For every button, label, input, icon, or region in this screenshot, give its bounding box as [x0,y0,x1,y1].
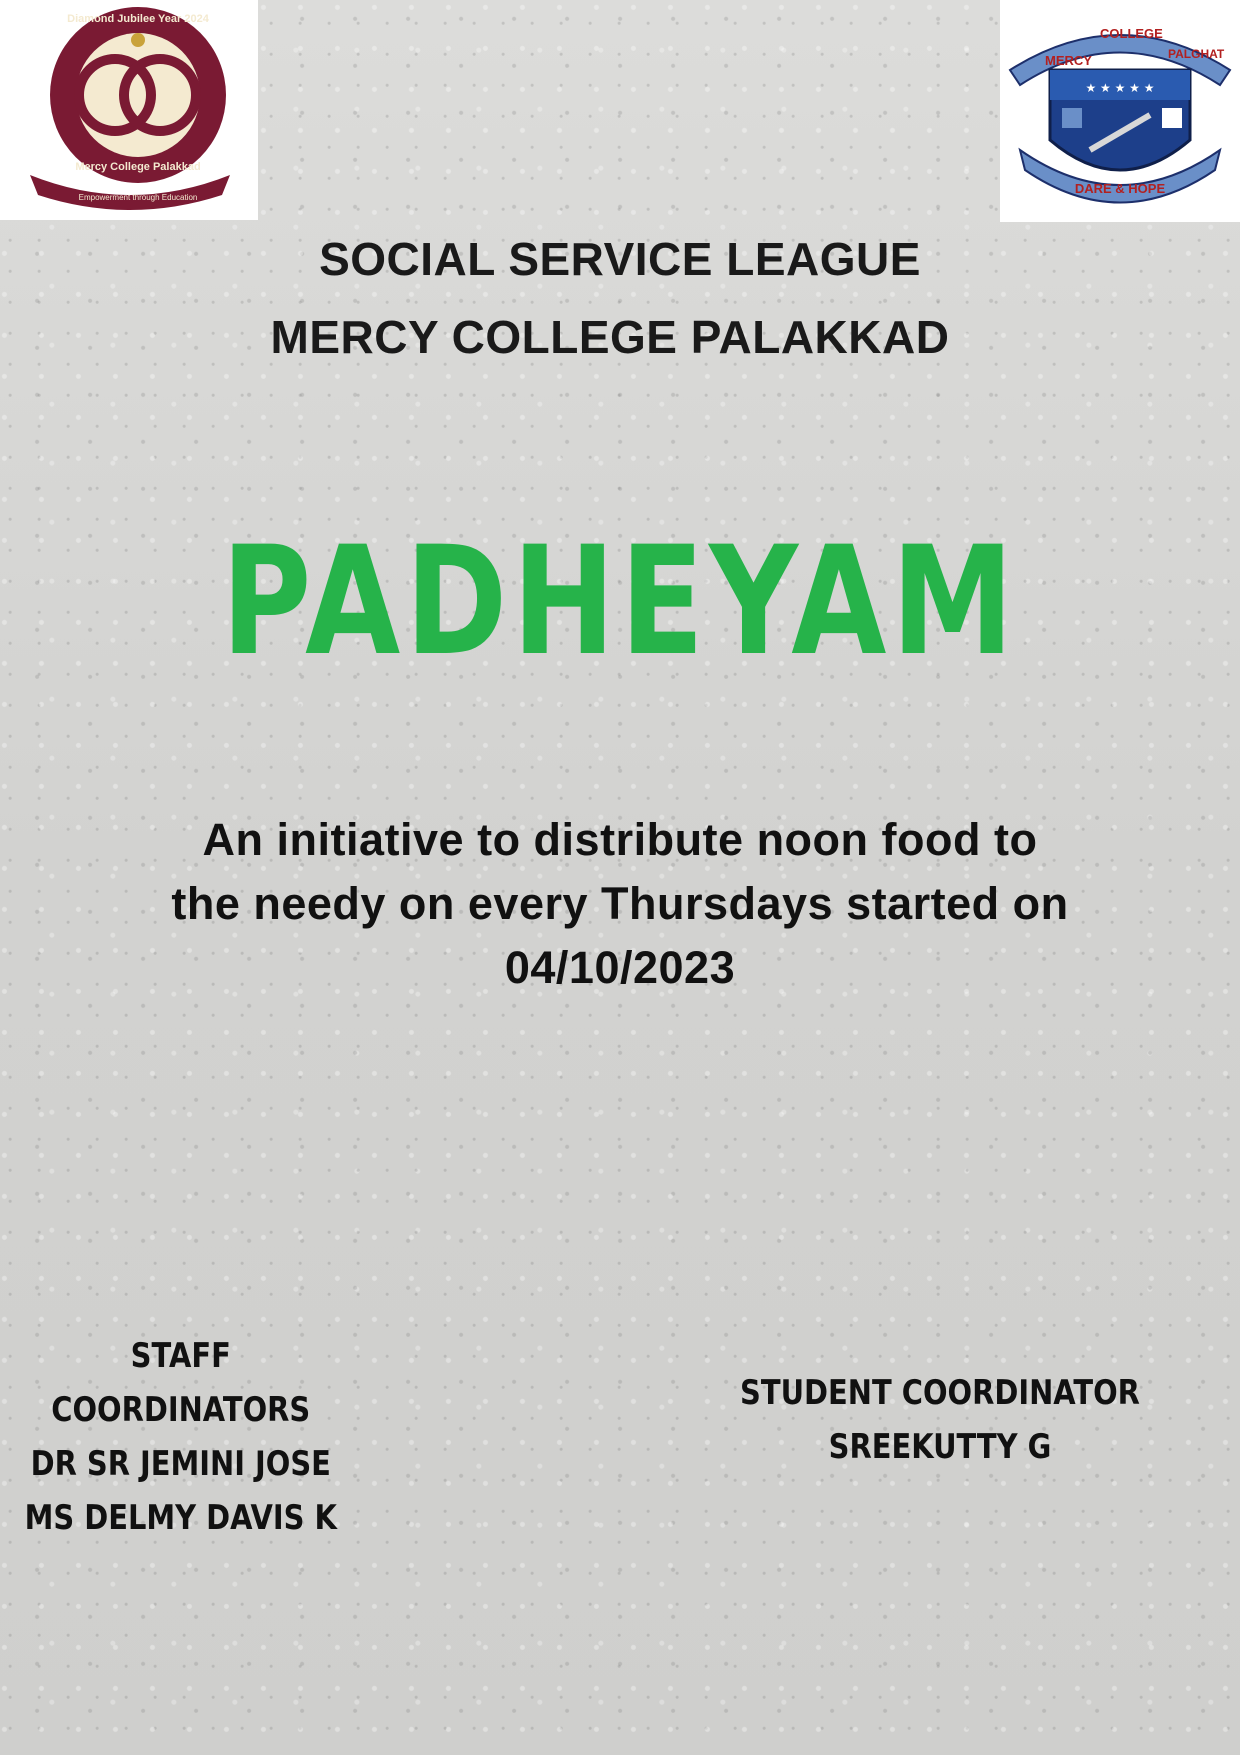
svg-text:COLLEGE: COLLEGE [1100,26,1163,41]
college-crest-icon [1000,0,1240,222]
college-name: MERCY COLLEGE PALAKKAD [270,311,950,363]
svg-text:MERCY: MERCY [1045,53,1092,68]
start-date: 04/10/2023 [504,942,736,993]
svg-text:★ ★ ★ ★ ★: ★ ★ ★ ★ ★ [1085,81,1155,95]
mercy-college-crest [1000,0,1240,222]
student-name: SREEKUTTY G [828,1427,1052,1467]
staff-name: DR SR JEMINI JOSE [30,1444,331,1484]
event-title: PADHEYAM [221,515,1019,689]
svg-text:Empowerment through Education: Empowerment through Education [78,193,198,202]
staff-coordinators [15,1329,347,1545]
description-line: the needy on every Thursdays started on [171,878,1069,929]
staff-name: MS DELMY DAVIS K [24,1498,337,1538]
description-line: An initiative to distribute noon food to [202,814,1038,865]
student-coordinator [736,1366,1144,1474]
organization-name: SOCIAL SERVICE LEAGUE [319,233,921,285]
jubilee-emblem-icon [0,0,258,220]
svg-text:DARE & HOPE: DARE & HOPE [1074,181,1166,196]
staff-heading: STAFF COORDINATORS [51,1336,311,1430]
diamond-jubilee-logo [0,0,258,220]
svg-text:Diamond Jubilee Year 2024: Diamond Jubilee Year 2024 [67,13,209,25]
svg-text:Mercy College Palakkad: Mercy College Palakkad [75,161,201,173]
svg-text:PALGHAT: PALGHAT [1168,47,1225,61]
event-description [40,808,1200,1000]
student-heading: STUDENT COORDINATOR [740,1373,1140,1413]
